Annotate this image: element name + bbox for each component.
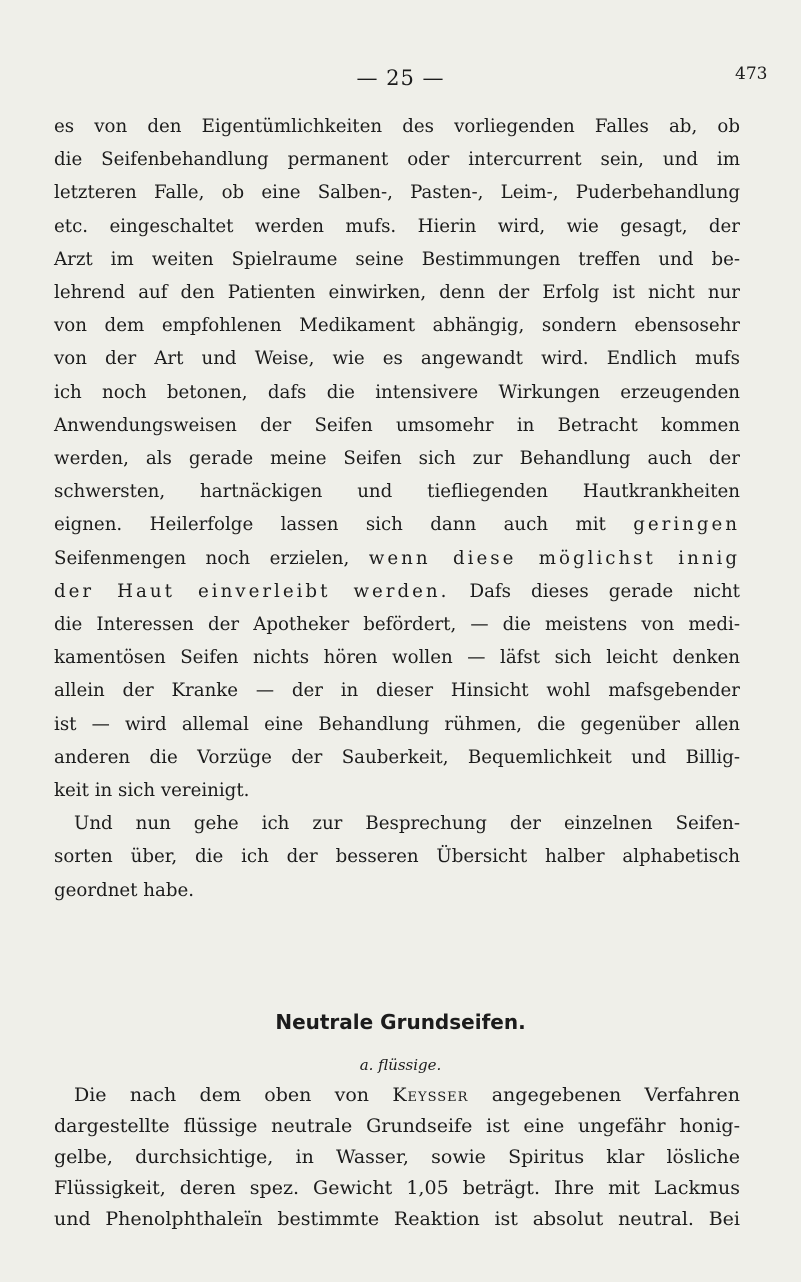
- body-text-section: [54, 1080, 740, 1235]
- text-line: ich noch betonen, dafs die intensivere Wirkungen erzeugenden: [54, 381, 740, 403]
- spaced-phrase: der Haut einverleibt werden.: [54, 580, 450, 602]
- text-line: etc. eingeschaltet werden mufs. Hierin wird, wie gesagt, der: [54, 215, 740, 237]
- text-line: Flüssigkeit, deren spez. Gewicht 1,05 beträgt. Ihre mit Lackmus: [54, 1177, 740, 1199]
- text-line: Und nun gehe ich zur Besprechung der einzelnen Seifen-: [74, 813, 740, 835]
- text-segment: Die nach dem oben von: [74, 1084, 370, 1106]
- body-text: [54, 110, 740, 907]
- text-line: letzteren Falle, ob eine Salben-, Pasten-, Leim-, Puderbehandlung: [54, 182, 740, 204]
- text-line: anderen die Vorzüge der Sauberkeit, Bequemlichkeit und Billig-: [54, 746, 740, 768]
- text-line: [54, 508, 740, 541]
- text-line: lehrend auf den Patienten einwirken, denn der Erfolg ist nicht nur: [54, 282, 740, 304]
- author-name: Keysser: [392, 1084, 469, 1106]
- text-line: keit in sich vereinigt.: [54, 780, 250, 802]
- text-line: allein der Kranke — der in dieser Hinsicht wohl mafsgebender: [54, 680, 740, 702]
- spaced-word: geringen: [633, 514, 740, 536]
- text-line: gelbe, durchsichtige, in Wasser, sowie Spiritus klar lösliche: [54, 1146, 740, 1168]
- text-line: von dem empfohlenen Medikament abhängig, sondern ebensosehr: [54, 315, 740, 337]
- folio-number: 473: [735, 64, 768, 84]
- text-line: [54, 575, 740, 608]
- text-line: Arzt im weiten Spielraume seine Bestimmungen treffen und be-: [54, 248, 740, 270]
- text-line: Anwendungsweisen der Seifen umsomehr in Betracht kommen: [54, 414, 740, 436]
- text-line: sorten über, die ich der besseren Übersicht halber alphabetisch: [54, 846, 740, 868]
- text-line: die Seifenbehandlung permanent oder intercurrent sein, und im: [54, 149, 740, 171]
- text-line: dargestellte flüssige neutrale Grundseife ist eine ungefähr honig-: [54, 1115, 740, 1137]
- text-segment: Dafs dieses gerade nicht: [469, 580, 740, 602]
- text-line: kamentösen Seifen nichts hören wollen — läfst sich leicht denken: [54, 647, 740, 669]
- page-number: — 25 —: [356, 66, 445, 90]
- section-subheading: a. flüssige.: [359, 1056, 442, 1074]
- text-line: die Interessen der Apotheker befördert, — die meistens von medi-: [54, 614, 740, 636]
- text-line: von der Art und Weise, wie es angewandt wird. Endlich mufs: [54, 348, 740, 370]
- text-line: geordnet habe.: [54, 879, 195, 901]
- text-segment: angegebenen Verfahren: [491, 1084, 740, 1106]
- text-line: werden, als gerade meine Seifen sich zur Behandlung auch der: [54, 448, 740, 470]
- text-line: ist — wird allemal eine Behandlung rühmen, die gegenüber allen: [54, 713, 740, 735]
- text-line: es von den Eigentümlichkeiten des vorliegenden Falles ab, ob: [54, 116, 740, 137]
- text-line: und Phenolphthaleïn bestimmte Reaktion ist absolut neutral. Bei: [54, 1208, 740, 1230]
- text-line: [54, 542, 740, 575]
- section-heading: Neutrale Grundseifen.: [275, 1010, 526, 1034]
- text-line: schwersten, hartnäckigen und tiefliegenden Hautkrankheiten: [54, 481, 740, 503]
- text-segment: eignen. Heilerfolge lassen sich dann auch mit: [54, 514, 606, 536]
- text-line: [54, 1080, 740, 1111]
- text-segment: Seifenmengen noch erzielen,: [54, 547, 350, 569]
- spaced-phrase: wenn diese möglichst innig: [368, 547, 740, 569]
